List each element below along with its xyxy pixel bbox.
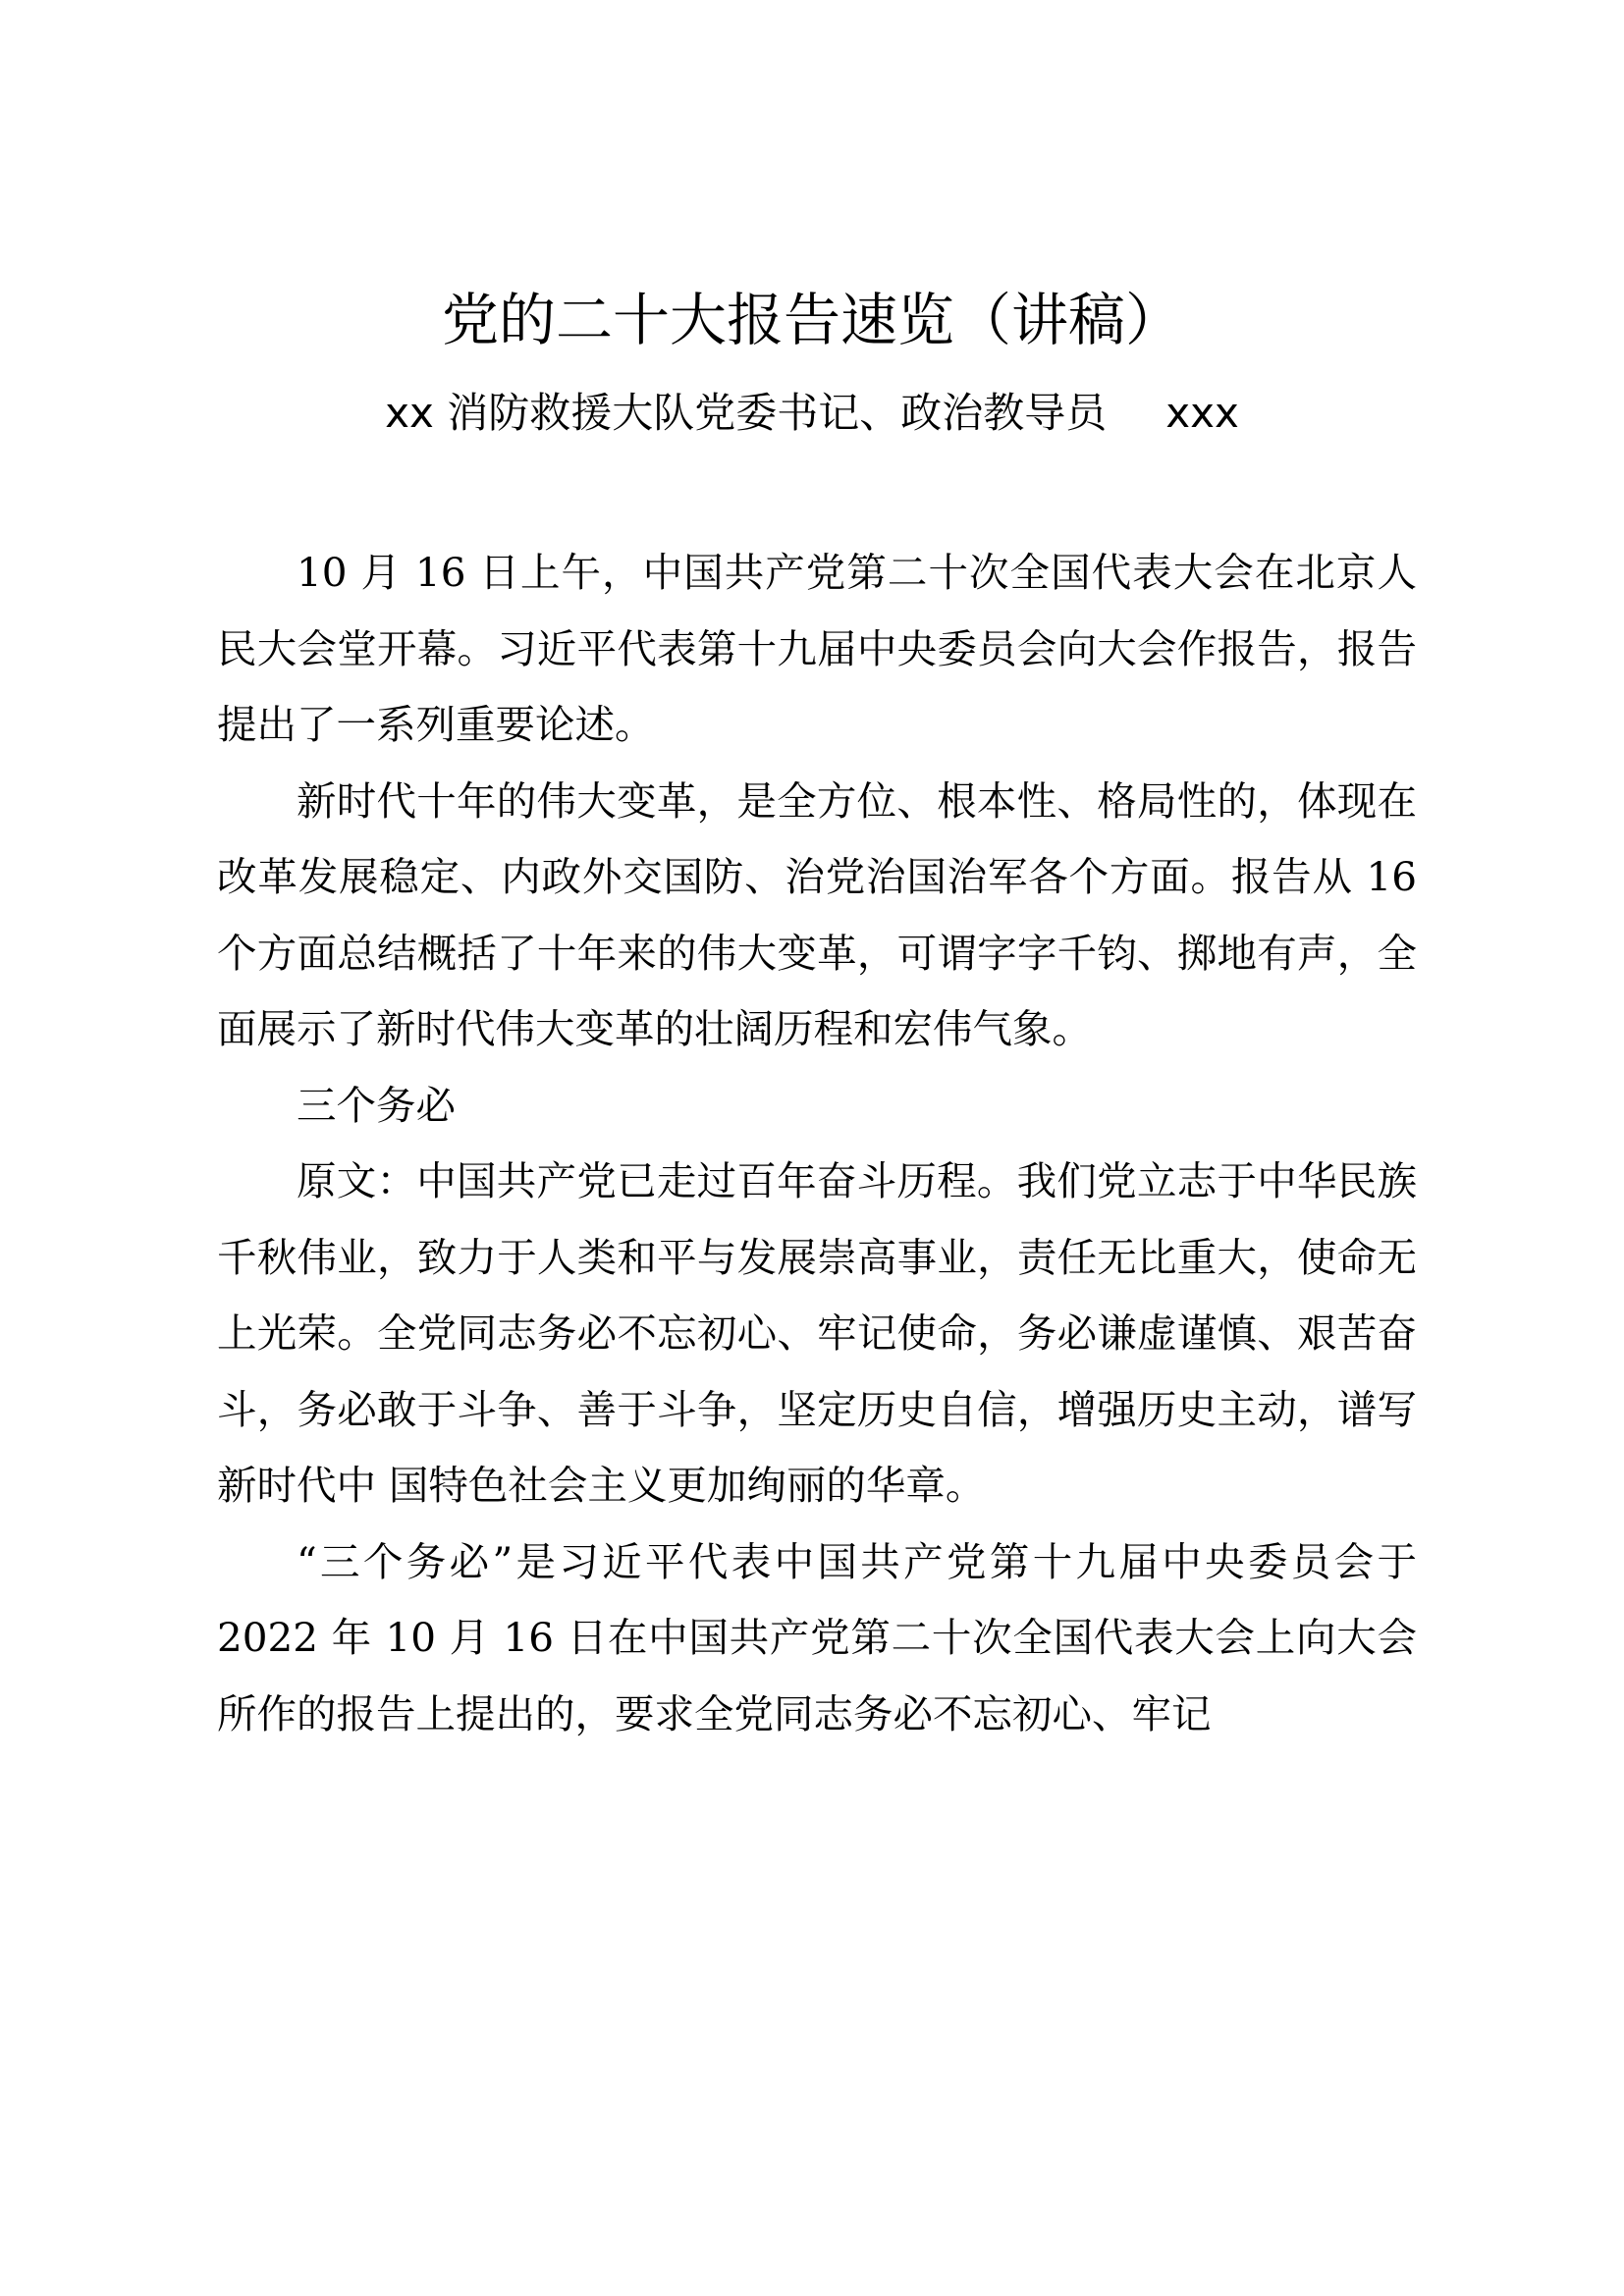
section-heading-three-musts: 三个务必 [297, 1081, 456, 1129]
paragraph-original-text: 原文：中国共产党已走过百年奋斗历程。我们党立志于中华民族千秋伟业，致力于人类和平与发展崇高事业，责任无比重大，使命无上光荣。全党同志务必不忘初心、牢记使命，务必谦虚谨慎、艰苦奋斗，务必敢于斗争、善于斗争，坚定历史自信，增强历史主动，谱写新时代中 国特色社会主义更加绚丽的华章。 [217, 1157, 1417, 1509]
paragraph-three-musts-explanation: “三个务必”是习近平代表中国共产党第十九届中央委员会于 2022 年 10 月 16 日在中国共产党第二十次全国代表大会上向大会所作的报告上提出的，要求全党同志务必不忘初心、牢记 [217, 1537, 1417, 1737]
author-line [0, 384, 1624, 443]
document-body [217, 535, 1417, 1752]
author-name: xxx [1165, 389, 1239, 437]
paragraph-decade-change: 新时代十年的伟大变革，是全方位、根本性、格局性的，体现在改革发展稳定、内政外交国防、治党治国治军各个方面。报告从 16 个方面总结概括了十年来的伟大变革，可谓字字千钧、掷地有声，全面展示了新时代伟大变革的壮阔历程和宏伟气象。 [217, 776, 1418, 1052]
paragraph-opening: 10 月 16 日上午，中国共产党第二十次全国代表大会在北京人民大会堂开幕。习近平代表第十九届中央委员会向大会作报告，报告提出了一系列重要论述。 [217, 549, 1417, 748]
document-title: 党的二十大报告速览（讲稿） [441, 287, 1182, 353]
author-position: xx 消防救援大队党委书记、政治教导员 [385, 389, 1108, 437]
